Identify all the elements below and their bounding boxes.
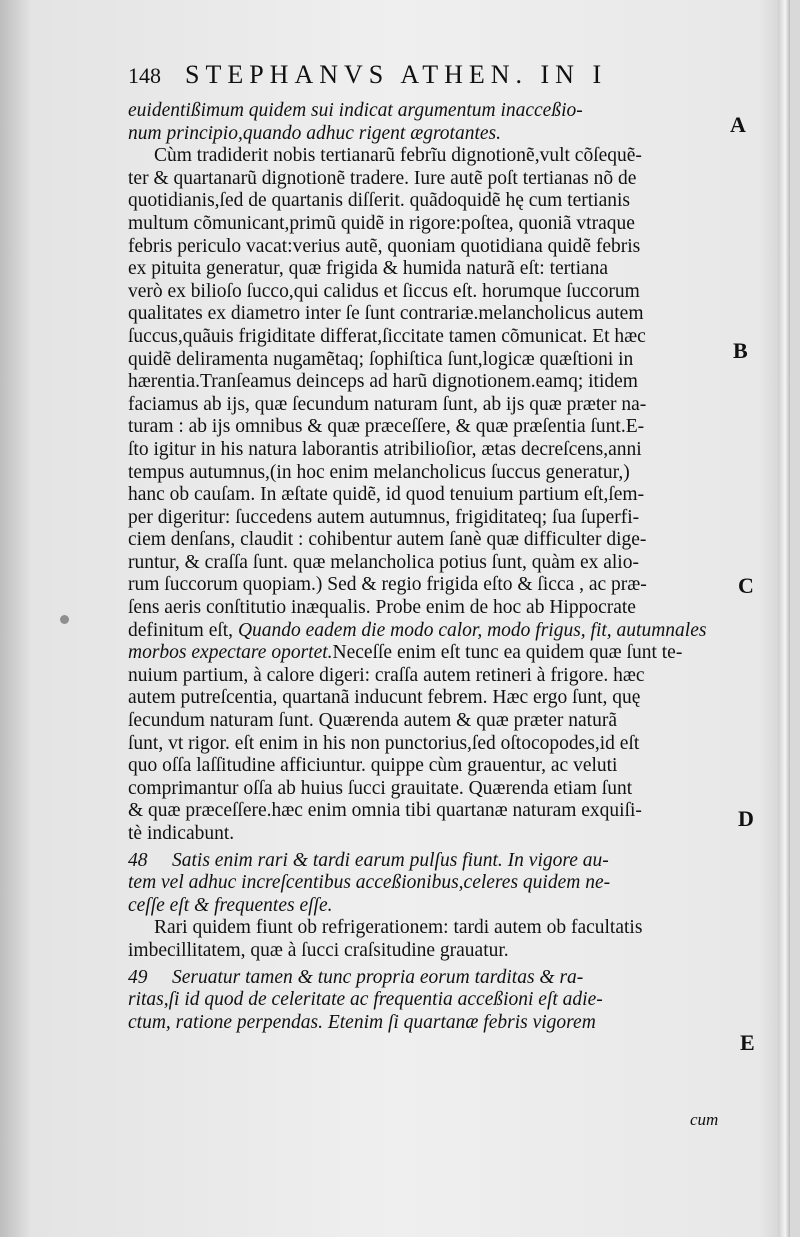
text-fragment: Neceſſe enim eſt tunc ea quidem quæ ſunt te-	[332, 642, 683, 664]
text-line: per digeritur: ſuccedens autem autumnus, frigiditateq; ſua ſuperfi-	[128, 506, 640, 528]
text-line: num principio,quando adhuc rigent ægrotantes.	[128, 122, 502, 144]
text-line: & quæ præceſſere.hæc enim omnia tibi quartanæ naturam exquiſi-	[128, 800, 642, 822]
margin-letter-e: E	[740, 1030, 755, 1055]
margin-letter-a: A	[730, 112, 746, 137]
lemma-line: tem vel adhuc increſcentibus acceßionibus,celeres quidem ne-	[128, 872, 611, 894]
text-line: febris periculo vacat:verius autẽ, quoniam quotidiana quidẽ febris	[128, 235, 641, 257]
text-line: faciamus ab ijs, quæ ſecundum naturam ſunt, ab ijs quæ præter na-	[128, 393, 647, 415]
text-line: multum cõmunicant,primũ quidẽ in rigore:poſtea, quoniã vtraque	[128, 212, 635, 234]
section-number: 49	[128, 966, 148, 988]
text-line: tempus autumnus,(in hoc enim melancholicus ſuccus generatur,)	[128, 461, 630, 483]
text-line: quidẽ deliramenta nugamẽtaq; ſophiſtica ſunt,logicæ quæſtioni in	[128, 348, 634, 370]
running-head: STEPHANVS ATHEN. IN I	[185, 60, 608, 89]
text-line: ter & quartanarũ dignotionẽ tradere. Iure autẽ poſt tertianas nõ de	[128, 167, 637, 189]
lemma-line: ceſſe eſt & frequentes eſſe.	[128, 894, 333, 916]
section-number: 48	[128, 849, 148, 871]
text-line: quotidianis,ſed de quartanis diſſerit. quãdoquidẽ hę cum tertianis	[128, 190, 631, 212]
text-line: ſunt, vt rigor. eſt enim in his non punctorius,ſed oſtocopodes,id eſt	[128, 732, 640, 754]
text-line: Cùm tradiderit nobis tertianarũ febrĩu dignotionẽ,vult cõſequẽ-	[154, 145, 642, 167]
section-49-first-line	[128, 967, 728, 990]
text-line: euidentißimum quidem sui indicat argumentum inacceßio-	[128, 100, 583, 121]
margin-letter-c: C	[738, 573, 754, 598]
text-line: rum ſuccorum quopiam.) Sed & regio frigida eſto & ſicca , ac præ-	[128, 574, 647, 596]
text-line-quote	[128, 620, 728, 643]
text-fragment: definitum eſt,	[128, 619, 234, 641]
hippocrates-quote: morbos expectare oportet.	[128, 642, 333, 664]
text-line: Rari quidem fiunt ob refrigerationem: tardi autem ob facultatis	[154, 917, 643, 939]
text-line: ex pituita generatur, quæ frigida & humida naturã eſt: tertiana	[128, 258, 609, 280]
page-edge	[778, 0, 790, 1237]
text-line: nuium partium, à calore digeri: craſſa autem retineri à frigore. hæc	[128, 664, 645, 686]
text-line: hærentia.Tranſeamus deinceps ad harũ dignotionem.eamq; itidem	[128, 371, 638, 393]
text-line: ſuccus,quãuis frigiditate differat,ſiccitate tamen cõmunicat. Et hæc	[128, 325, 646, 347]
text-line: ſecundum naturam ſunt. Quærenda autem & quæ præter naturã	[128, 710, 617, 732]
text-line-quote	[128, 642, 728, 665]
section-48-first-line	[128, 850, 728, 873]
text-line: autem putreſcentia, quartanã inducunt febrem. Hæc ergo ſunt, quę	[128, 687, 641, 709]
text-line: turam : ab ijs omnibus & quæ præceſſere, & quæ præſentia ſunt.E-	[128, 416, 645, 438]
page-number: 148	[128, 63, 161, 88]
text-line: quo oſſa laſſitudine afficiuntur. quippe cùm grauentur, ac veluti	[128, 755, 618, 777]
ink-spot	[60, 615, 69, 624]
margin-letter-b: B	[733, 338, 748, 363]
hippocrates-quote: Quando eadem die modo calor, modo frigus, fit, autumnales	[233, 619, 707, 641]
text-line: imbecillitatem, quæ à ſucci craſsitudine grauatur.	[128, 939, 509, 961]
text-line: qualitates ex diametro inter ſe ſunt contrariæ.melancholicus autem	[128, 303, 644, 325]
text-line: comprimantur oſſa ab huius ſucci grauitate. Quærenda etiam ſunt	[128, 777, 633, 799]
page-header	[128, 60, 668, 94]
text-line: ciem denſans, claudit : cohibentur autem ſanè quæ difficulter dige-	[128, 529, 647, 551]
text-line: ſens aeris conſtitutio inæqualis. Probe enim de hoc ab Hippocrate	[128, 597, 636, 619]
lemma-line: ctum, ratione perpendas. Etenim ſi quartanæ febris vigorem	[128, 1011, 596, 1033]
main-text	[128, 100, 728, 1034]
lemma-line: ritas,ſi id quod de celeritate ac frequentia acceßioni eſt adie-	[128, 989, 603, 1011]
text-line: verò ex bilioſo ſucco,qui calidus et ſiccus eſt. horumque ſuccorum	[128, 280, 640, 302]
lemma-text: Seruatur tamen & tunc propria eorum tarditas & ra-	[172, 966, 584, 988]
lemma-text: Satis enim rari & tardi earum pulſus fiunt. In vigore au-	[172, 849, 609, 871]
text-line: ſto igitur in his natura laborantis atribilioſior, ætas decreſcens,anni	[128, 438, 642, 460]
text-line: hanc ob cauſam. In æſtate quidẽ, id quod tenuium partium eſt,ſem-	[128, 484, 645, 506]
text-line: tè indicabunt.	[128, 823, 235, 844]
text-line: runtur, & craſſa ſunt. quæ melancholica potius ſunt, quàm ex alio-	[128, 551, 639, 573]
margin-letter-d: D	[738, 806, 754, 831]
catchword: cum	[690, 1110, 719, 1129]
